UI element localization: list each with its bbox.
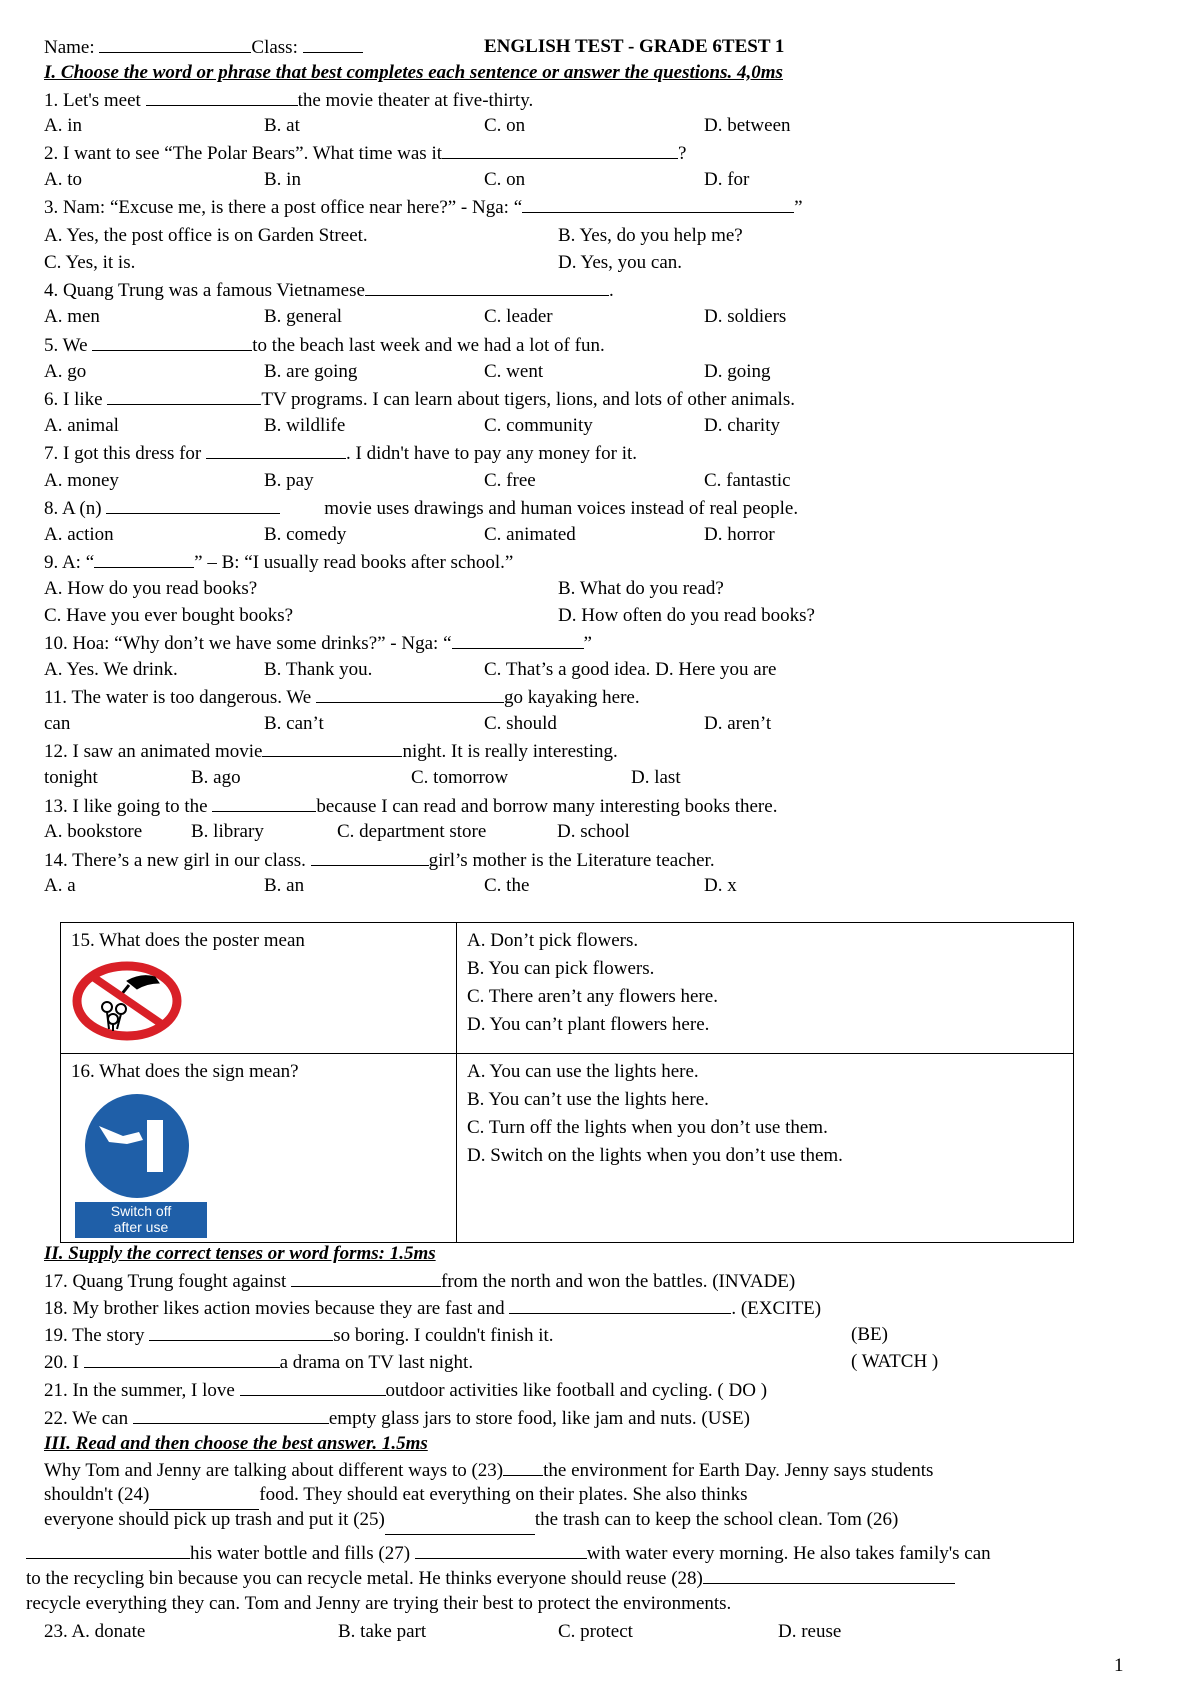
blank-28[interactable] [703,1567,955,1584]
q19-stem: 19. The story so boring. I couldn't finish it. [44,1325,554,1346]
q13-stem: 13. I like going to the because I can read and borrow many interesting books there. [44,796,778,817]
switch-off-sign-icon [71,1092,211,1238]
q9-option-d[interactable]: D. How often do you read books? [558,605,815,626]
q2-blank[interactable] [442,142,678,159]
q4-option-c[interactable]: C. leader [484,306,553,327]
q13-option-c[interactable]: C. department store [337,821,487,842]
q6-option-d[interactable]: D. charity [704,415,780,436]
q19-blank[interactable] [149,1324,333,1341]
q16-row [61,1054,1074,1243]
q3-option-c[interactable]: C. Yes, it is. [44,252,136,273]
q1-option-c[interactable]: C. on [484,115,526,136]
q12-blank[interactable] [262,740,402,757]
class-label: Class: [251,37,303,58]
q15-option-a[interactable]: A. Don’t pick flowers. [467,930,639,951]
passage-line-6: recycle everything they can. Tom and Jenny are trying their best to protect the environments. [26,1593,732,1614]
passage-line-4: his water bottle and fills (27) with water every morning. He also takes family's can [26,1542,991,1565]
q13-blank[interactable] [212,795,316,812]
q15-option-c[interactable]: C. There aren’t any flowers here. [467,986,718,1007]
q10-stem: 10. Hoa: “Why don’t we have some drinks?” - Nga: “ ” [44,633,592,654]
q2-stem: 2. I want to see “The Polar Bears”. What time was it ? [44,143,687,164]
q5-option-a[interactable]: A. go [44,361,87,382]
q13-option-b[interactable]: B. library [191,821,264,842]
q7-option-c[interactable]: C. free [484,470,536,491]
q11-option-b[interactable]: B. can’t [264,713,324,734]
q7-stem: 7. I got this dress for . I didn't have to pay any money for it. [44,443,638,464]
q22-stem: 22. We can empty glass jars to store food, like jam and nuts. (USE) [44,1408,750,1429]
q6-option-b[interactable]: B. wildlife [264,415,346,436]
q17-stem: 17. Quang Trung fought against from the north and won the battles. (INVADE) [44,1271,796,1292]
q23-option-b[interactable]: B. take part [338,1621,427,1642]
passage-line-5: to the recycling bin because you can recycle metal. He thinks everyone should reuse (28) [26,1567,955,1590]
q6-blank[interactable] [107,388,261,405]
q1-stem: 1. Let's meet the movie theater at five-thirty. [44,90,534,111]
q9-blank[interactable] [94,551,194,568]
passage-line-3: everyone should pick up trash and put it (25) the trash can to keep the school clean. Tom (26) [44,1509,898,1531]
q14-stem: 14. There’s a new girl in our class. girl’s mother is the Literature teacher. [44,850,715,871]
q9-option-c[interactable]: C. Have you ever bought books? [44,605,294,626]
q14-option-b[interactable]: B. an [264,875,305,896]
q14-option-c[interactable]: C. the [484,875,530,896]
q3-option-b[interactable]: B. Yes, do you help me? [558,225,743,246]
class-blank[interactable] [303,36,363,53]
q11-option-c[interactable]: C. should [484,713,557,734]
q12-option-b[interactable]: B. ago [191,767,241,788]
q4-stem: 4. Quang Trung was a famous Vietnamese . [44,280,614,301]
q12-option-a[interactable]: tonight [44,767,98,788]
q9-option-b[interactable]: B. What do you read? [558,578,724,599]
header-name-line [44,36,363,59]
blank-27[interactable] [415,1542,587,1559]
q11-option-a[interactable]: can [44,713,71,734]
q15-question-cell [61,923,457,1054]
q4-option-b[interactable]: B. general [264,306,343,327]
q12-option-c[interactable]: C. tomorrow [411,767,509,788]
page-number: 1 [1114,1655,1124,1676]
blank-24[interactable] [149,1484,259,1500]
q7-option-d[interactable]: C. fantastic [704,470,791,491]
q5-option-b[interactable]: B. are going [264,361,358,382]
q5-stem: 5. We to the beach last week and we had a lot of fun. [44,335,605,356]
q5-option-c[interactable]: C. went [484,361,544,382]
q18-stem: 18. My brother likes action movies because they are fast and . (EXCITE) [44,1298,822,1319]
blank-25[interactable] [385,1509,535,1525]
q16-question-cell [61,1054,457,1243]
section-3-heading: III. Read and then choose the best answer. 1.5ms [44,1433,428,1454]
q12-stem: 12. I saw an animated movie night. It is really interesting. [44,741,618,762]
q15-option-b[interactable]: B. You can pick flowers. [467,958,655,979]
section-1-heading: I. Choose the word or phrase that best completes each sentence or answer the questions. 4,0ms [44,62,783,83]
sign-text-line-2: after use [113,1219,169,1235]
q8-option-c[interactable]: C. animated [484,524,576,545]
q1-option-b[interactable]: B. at [264,115,300,136]
sign-text-line-1: Switch off [110,1203,172,1219]
q13-option-a[interactable]: A. bookstore [44,821,143,842]
q9-option-a[interactable]: A. How do you read books? [44,578,258,599]
q20-stem: 20. I a drama on TV last night. [44,1352,474,1373]
q8-option-b[interactable]: B. comedy [264,524,347,545]
sign-questions-table [60,922,1074,1243]
q6-stem: 6. I like TV programs. I can learn about tigers, lions, and lots of other animals. [44,389,795,410]
q2-option-a[interactable]: A. to [44,169,82,190]
q16-question: 16. What does the sign mean? [71,1061,299,1082]
q5-blank[interactable] [92,334,252,351]
q15-row [61,923,1074,1054]
q23-option-d[interactable]: D. reuse [778,1621,842,1642]
q11-stem: 11. The water is too dangerous. We go kayaking here. [44,687,640,708]
q16-option-d[interactable]: D. Switch on the lights when you don’t use them. [467,1145,843,1166]
q16-options-cell [457,1054,1074,1243]
passage-line-1: Why Tom and Jenny are talking about different ways to (23) the environment for Earth Day. Jenny says students [44,1460,934,1481]
section-2-heading: II. Supply the correct tenses or word forms: 1.5ms [44,1243,436,1264]
q16-option-c[interactable]: C. Turn off the lights when you don’t use them. [467,1117,828,1138]
q19-hint: (BE) [851,1324,888,1345]
q14-blank[interactable] [311,849,429,866]
q8-option-a[interactable]: A. action [44,524,114,545]
q15-options-cell [457,923,1074,1054]
name-blank[interactable] [99,36,251,53]
q11-blank[interactable] [316,686,504,703]
q3-option-d[interactable]: D. Yes, you can. [558,252,683,273]
q14-option-a[interactable]: A. a [44,875,76,896]
q15-option-d[interactable]: D. You can’t plant flowers here. [467,1014,710,1035]
q3-blank[interactable] [522,196,794,213]
q10-option-c[interactable]: C. That’s a good idea. D. Here you are [484,659,777,680]
q5-option-d[interactable]: D. going [704,361,771,382]
q4-option-d[interactable]: D. soldiers [704,306,787,327]
q10-option-a[interactable]: A. Yes. We drink. [44,659,178,680]
q4-option-a[interactable]: A. men [44,306,100,327]
q23-option-c[interactable]: C. protect [558,1621,633,1642]
q8-option-d[interactable]: D. horror [704,524,775,545]
q3-stem: 3. Nam: “Excuse me, is there a post office near here?” - Nga: “ ” [44,197,803,218]
test-title: ENGLISH TEST - GRADE 6TEST 1 [484,36,785,57]
q22-blank[interactable] [133,1407,329,1424]
q4-blank[interactable] [365,279,609,296]
q20-blank[interactable] [84,1351,280,1368]
passage-line-2: shouldn't (24) food. They should eat everything on their plates. She also thinks [44,1484,748,1506]
q1-blank[interactable] [146,89,298,106]
q13-option-d[interactable]: D. school [557,821,630,842]
q14-option-d[interactable]: D. x [704,875,737,896]
q21-stem: 21. In the summer, I love outdoor activities like football and cycling. ( DO ) [44,1380,768,1401]
q21-blank[interactable] [240,1379,386,1396]
q10-option-b[interactable]: B. Thank you. [264,659,373,680]
q1-option-a[interactable]: A. in [44,115,82,136]
q10-blank[interactable] [452,632,584,649]
q16-option-a[interactable]: A. You can use the lights here. [467,1061,699,1082]
name-label: Name: [44,37,100,58]
q8-blank[interactable] [106,497,280,514]
q12-option-d[interactable]: D. last [631,767,681,788]
q16-option-b[interactable]: B. You can’t use the lights here. [467,1089,709,1110]
q15-question: 15. What does the poster mean [71,930,305,951]
q2-option-c[interactable]: C. on [484,169,526,190]
q6-option-c[interactable]: C. community [484,415,593,436]
blank-23[interactable] [503,1459,543,1476]
q7-blank[interactable] [206,442,346,459]
q23-option-a[interactable]: 23. A. donate [44,1621,146,1642]
no-picking-flowers-icon [71,961,183,1041]
q17-blank[interactable] [291,1270,441,1287]
q3-option-a[interactable]: A. Yes, the post office is on Garden Street. [44,225,368,246]
q1-option-d[interactable]: D. between [704,115,791,136]
q2-option-d[interactable]: D. for [704,169,750,190]
q20-hint: ( WATCH ) [851,1351,939,1372]
q8-stem: 8. A (n) movie uses drawings and human voices instead of real people. [44,498,799,519]
q2-option-b[interactable]: B. in [264,169,301,190]
q6-option-a[interactable]: A. animal [44,415,119,436]
q7-option-a[interactable]: A. money [44,470,119,491]
q9-stem: 9. A: “ ” – B: “I usually read books after school.” [44,552,514,573]
blank-26[interactable] [26,1542,190,1559]
q11-option-d[interactable]: D. aren’t [704,713,772,734]
q18-blank[interactable] [509,1297,731,1314]
q7-option-b[interactable]: B. pay [264,470,314,491]
